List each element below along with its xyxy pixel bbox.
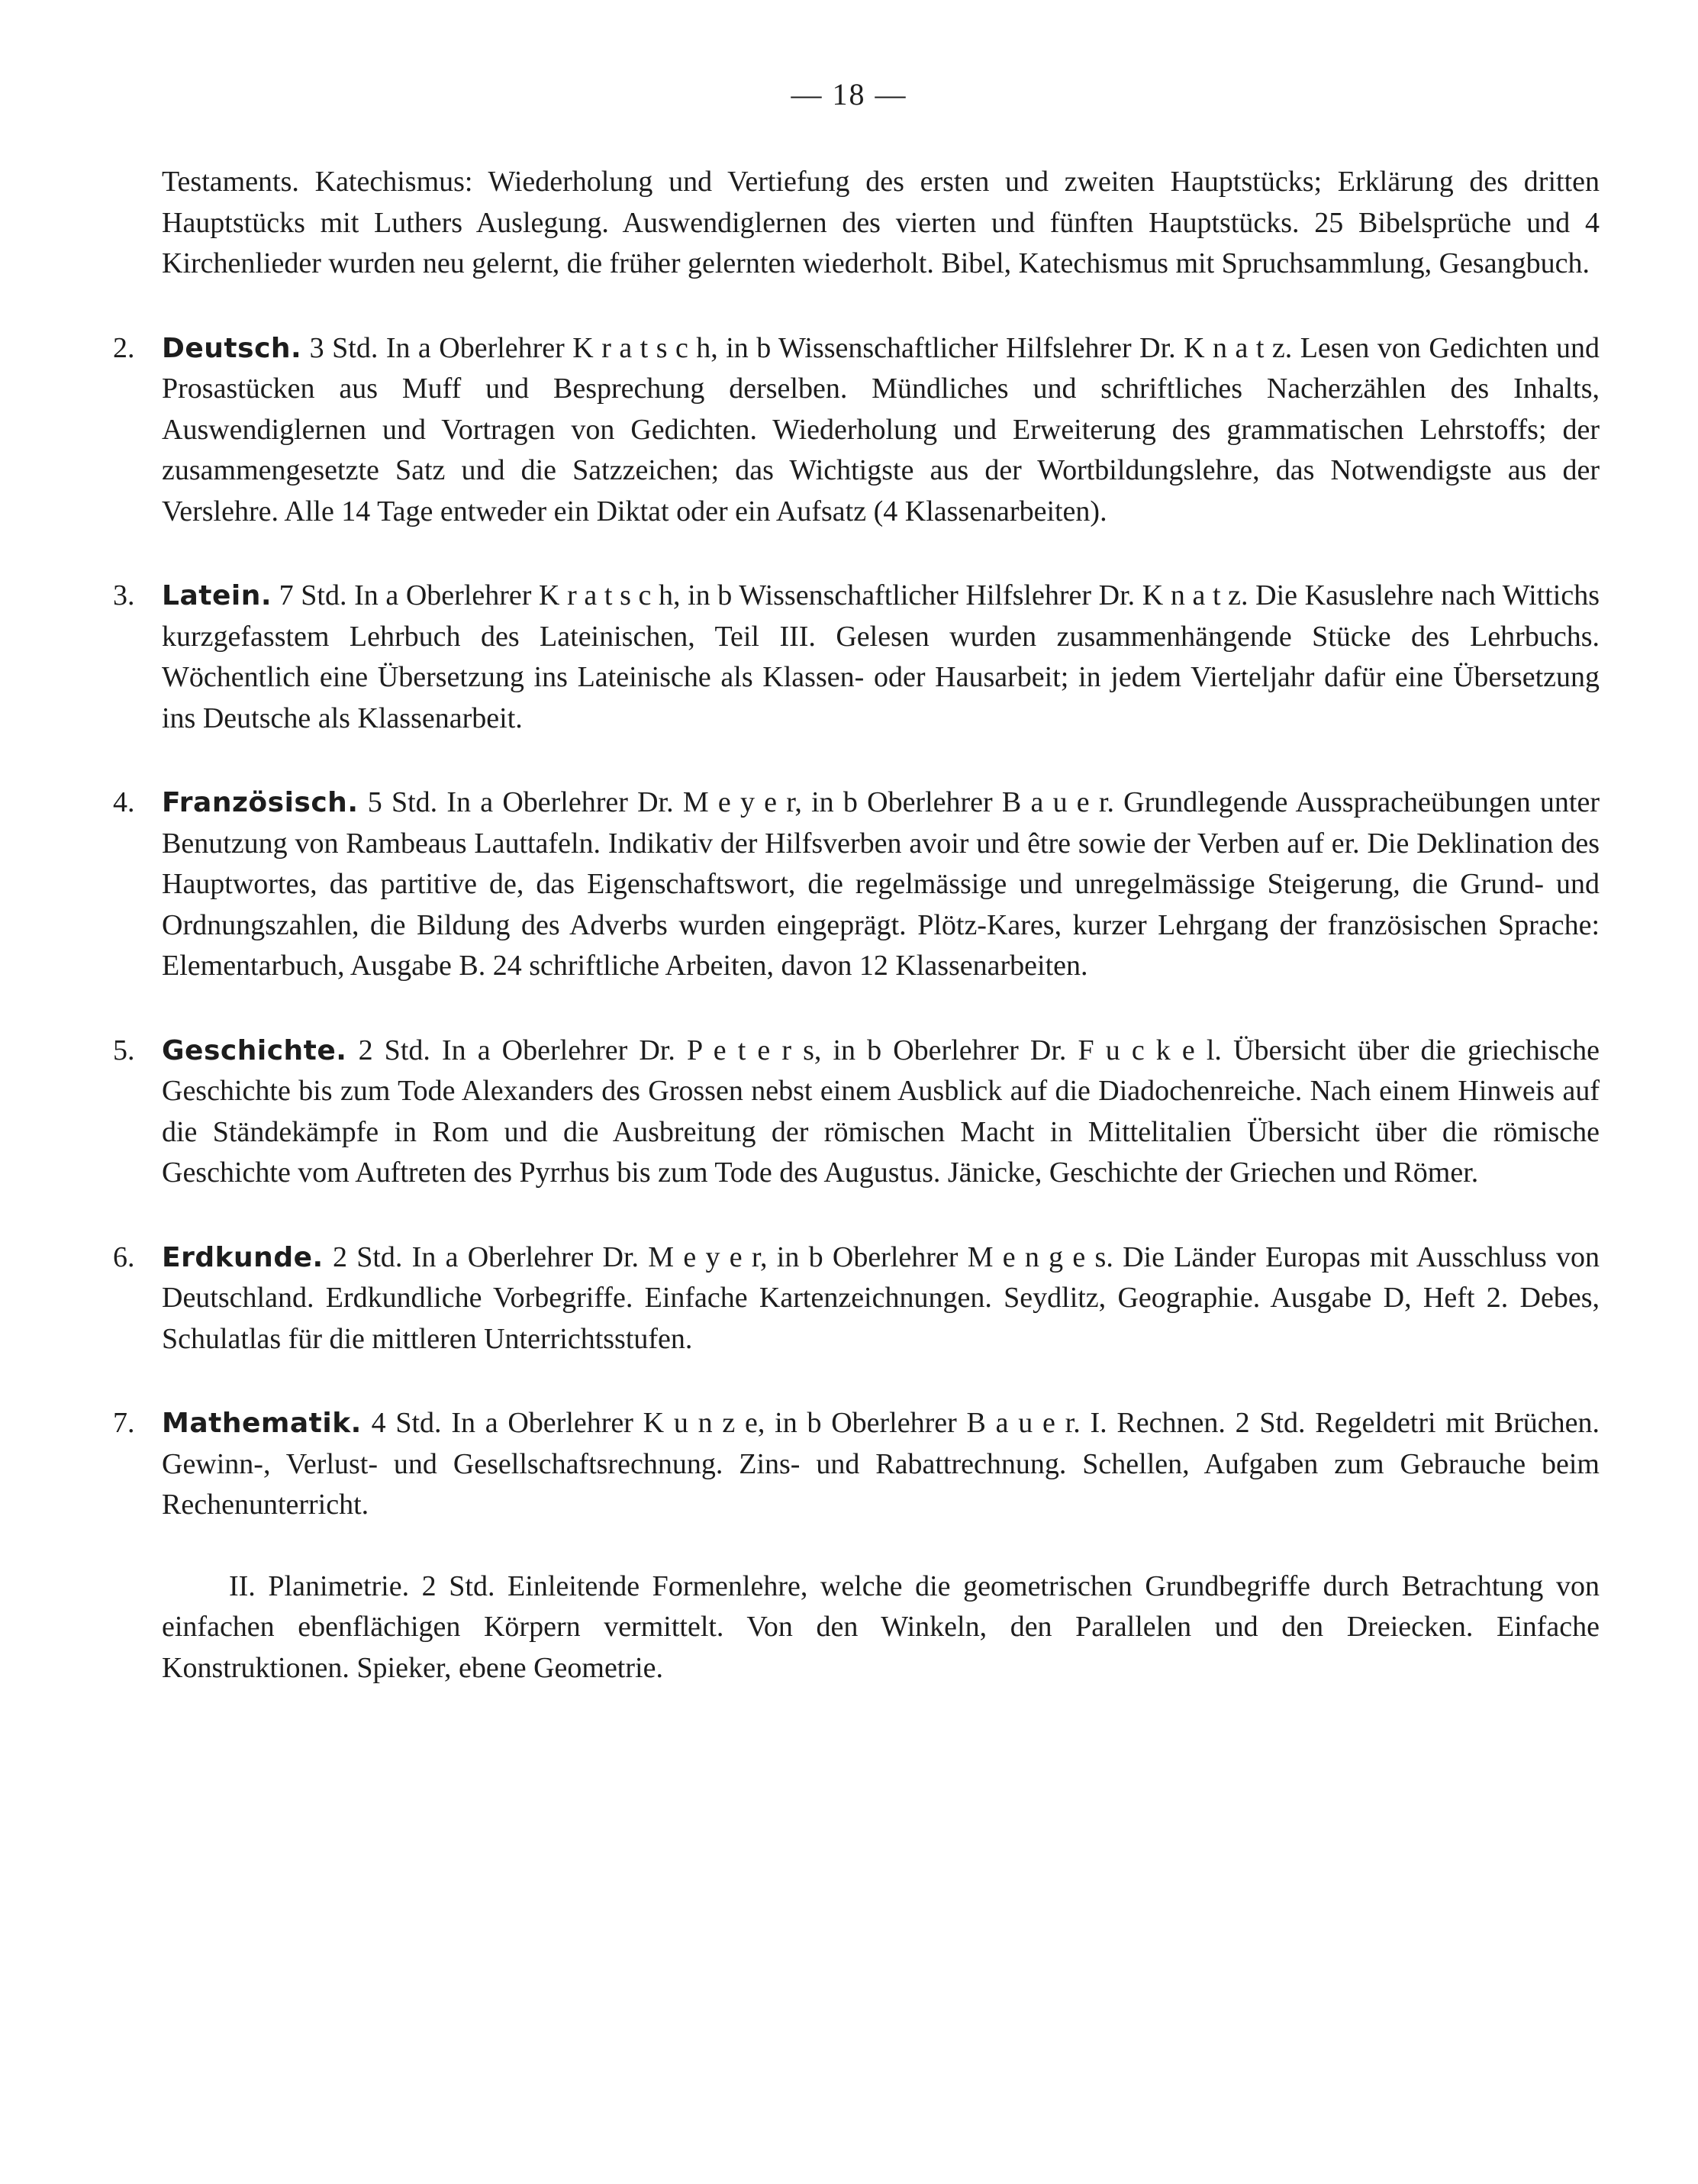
page-number: — 18 — — [791, 77, 907, 111]
section-text: 7 Std. In a Oberlehrer K r a t s c h, in b Wissenschaftlicher Hilfslehrer Dr. K n a t z. Die Kasuslehre nach Wittichs kurzgefasstem Lehrbuch des Lateinischen, Teil III. Gelesen wurden zusammenhängende Stücke des Lehrbuchs. Wöchentlich eine Übersetzung ins Lateinische als Klassen- oder Hausarbeit; in jedem Vierteljahr dafür eine Übersetzung ins Deutsche als Klassenarbeit. — [162, 579, 1600, 734]
section-subject: Erdkunde. — [162, 1241, 324, 1273]
section-text: 2 Std. In a Oberlehrer Dr. P e t e r s, in b Oberlehrer Dr. F u c k e l. Übersicht über die griechische Geschichte bis zum Tode Alexanders des Grossen nebst einem Ausblick auf die Diadochenreiche. Nach einem Hinweis auf die Ständekämpfe in Rom und die Ausbreitung der römischen Macht in Mittelitalien Übersicht über die römische Geschichte vom Auftreten des Pyrrhus bis zum Tode des Augustus. Jänicke, Geschichte der Griechen und Römer. — [162, 1034, 1600, 1189]
section-text: 2 Std. In a Oberlehrer Dr. M e y e r, in b Oberlehrer M e n g e s. Die Länder Europas mit Ausschluss von Deutschland. Erdkundliche Vorbegriffe. Einfache Kartenzeichnungen. Seydlitz, Geographie. Ausgabe D, Heft 2. Debes, Schulatlas für die mittleren Unterrichtsstufen. — [162, 1240, 1600, 1355]
section-mathematik — [113, 1403, 1600, 1526]
section-deutsch — [113, 328, 1600, 533]
planimetrie-paragraph: II. Planimetrie. 2 Std. Einleitende Formenlehre, welche die geometrischen Grundbegriffe durch Betrachtung von einfachen ebenflächigen Körpern vermittelt. Von den Winkeln, den Parallelen und den Dreiecken. Einfache Konstruktionen. Spieker, ebene Geometrie. — [162, 1569, 1600, 1684]
section-number: 6. — [113, 1240, 135, 1273]
intro-paragraph: Testaments. Katechismus: Wiederholung und Vertiefung des ersten und zweiten Hauptstücks; Erklärung des dritten Hauptstücks mit Luthers Auslegung. Auswendiglernen des vierten und fünften Hauptstücks. 25 Bibelsprüche und 4 Kirchenlieder wurden neu gelernt, die früher gelernten wiederholt. Bibel, Katechismus mit Spruchsammlung, Gesangbuch. — [162, 166, 1600, 279]
section-geschichte — [113, 1031, 1600, 1194]
section-latein — [113, 576, 1600, 739]
section-subject: Mathematik. — [162, 1408, 362, 1439]
section-text: 4 Std. In a Oberlehrer K u n z e, in b Oberlehrer B a u e r. I. Rechnen. 2 Std. Regeldetri mit Brüchen. Gewinn-, Verlust- und Gesellschaftsrechnung. Zins- und Rabattrechnung. Schellen, Aufgaben zum Gebrauche beim Rechenunterricht. — [162, 1407, 1600, 1521]
section-text: 5 Std. In a Oberlehrer Dr. M e y e r, in b Oberlehrer B a u e r. Grundlegende Ausspracheübungen unter Benutzung von Rambeaus Lauttafeln. Indikativ der Hilfsverben avoir und être sowie der Verben auf er. Die Deklination des Hauptwortes, das partitive de, das Eigenschaftswort, die regelmässige und unregelmässige Steigerung, die Grund- und Ordnungszahlen, die Bildung des Adverbs wurden eingeprägt. Plötz-Kares, kurzer Lehrgang der französischen Sprache: Elementarbuch, Ausgabe B. 24 schriftliche Arbeiten, davon 12 Klassenarbeiten. — [162, 786, 1600, 982]
section-erdkunde — [113, 1237, 1600, 1360]
section-number: 4. — [113, 786, 135, 818]
section-text: 3 Std. In a Oberlehrer K r a t s c h, in b Wissenschaftlicher Hilfslehrer Dr. K n a t z. Lesen von Gedichten und Prosastücken aus Muff und Besprechung derselben. Mündliches und schriftliches Nacherzählen des Inhalts, Auswendiglernen und Vortragen von Gedichten. Wiederholung und Erweiterung des grammatischen Lehrstoffs; der zusammengesetzte Satz und die Satzzeichen; das Wichtigste aus der Wortbildungslehre, das Notwendigste aus der Verslehre. Alle 14 Tage entweder ein Diktat oder ein Aufsatz (4 Klassenarbeiten). — [162, 331, 1600, 527]
section-number: 2. — [113, 331, 135, 364]
section-number: 3. — [113, 579, 135, 611]
section-number: 7. — [113, 1407, 135, 1439]
section-subject: Französisch. — [162, 787, 359, 818]
page-content — [113, 162, 1600, 1718]
section-subject: Geschichte. — [162, 1034, 347, 1066]
section-subject: Deutsch. — [162, 332, 302, 364]
section-subject: Latein. — [162, 580, 272, 611]
section-franzoesisch — [113, 782, 1600, 987]
section-number: 5. — [113, 1034, 135, 1066]
